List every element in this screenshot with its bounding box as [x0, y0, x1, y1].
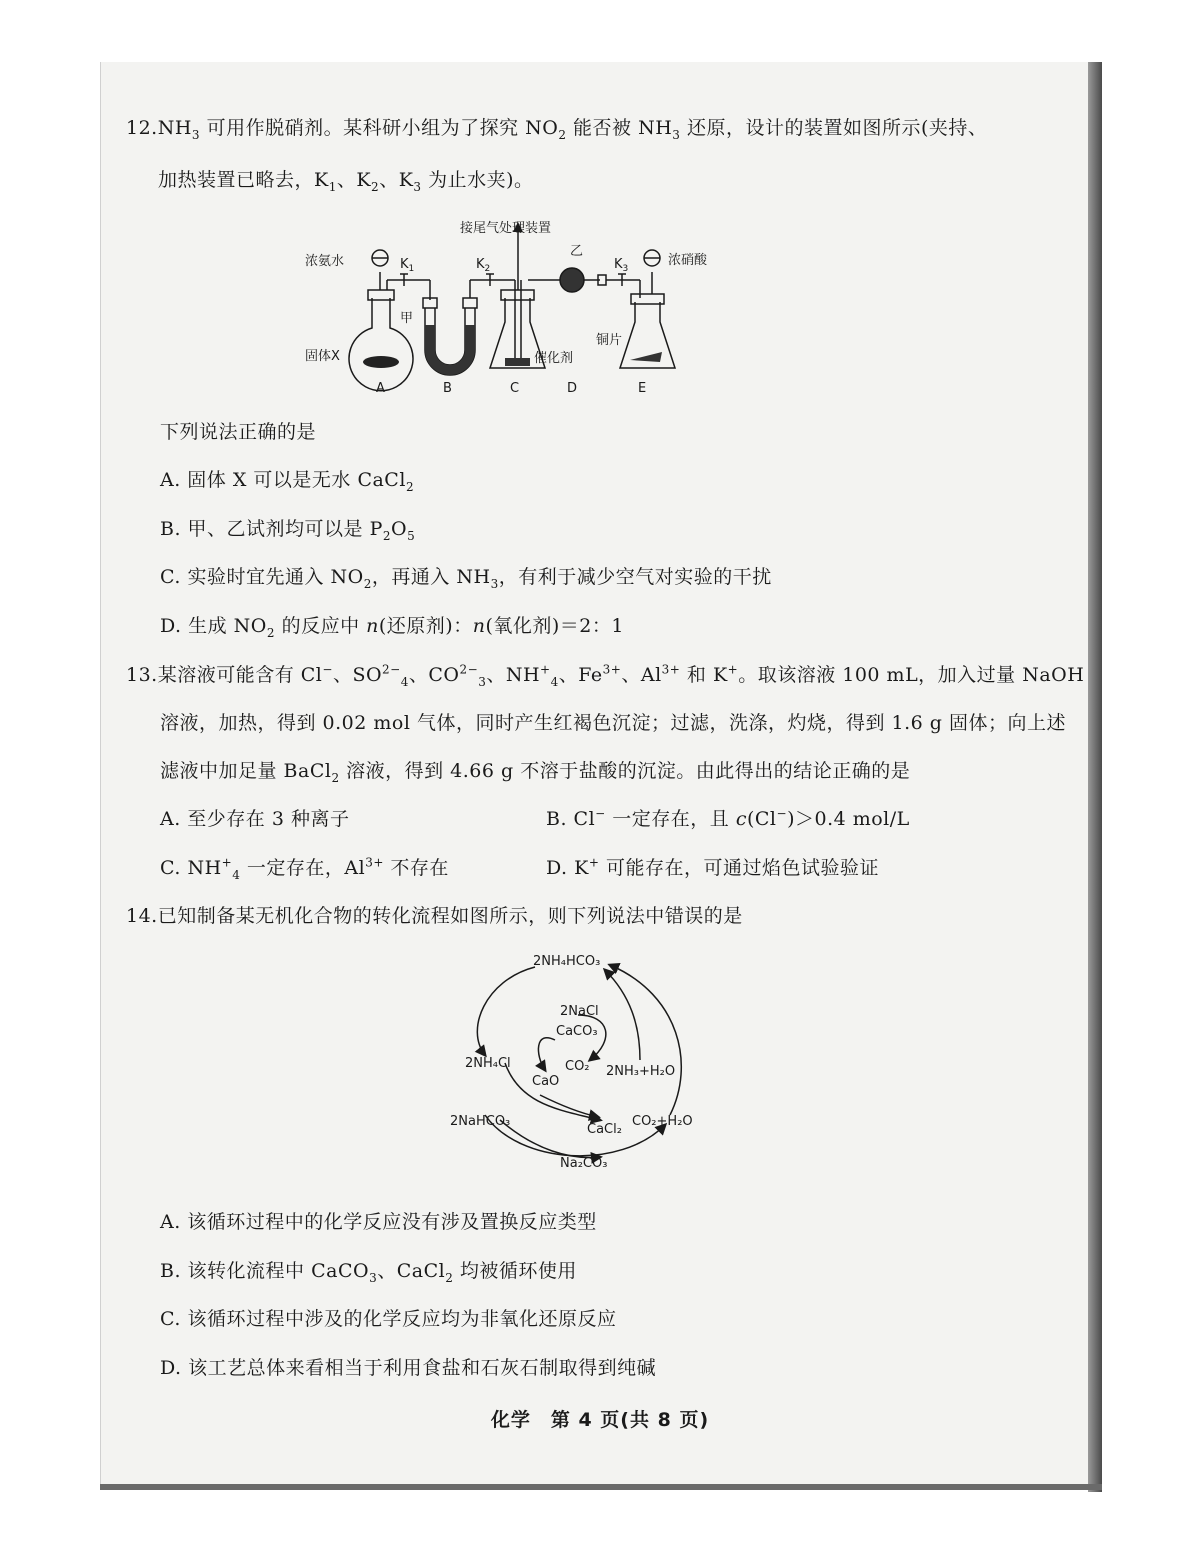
option-text: 的反应中 [275, 615, 367, 637]
q13-sup: + [727, 662, 739, 677]
paper-bottom-edge [100, 1484, 1102, 1490]
q12-text: 可用作脱硝剂。某科研小组为了探究 NO [200, 117, 559, 139]
option-sub: 2 [405, 479, 415, 494]
option-sub: 2 [382, 528, 392, 543]
option-text: A. 固体 X 可以是无水 CaCl [160, 469, 406, 491]
option-text: (Cl [746, 808, 777, 830]
option-text: B. 该转化流程中 CaCO [160, 1260, 370, 1282]
q13-sup: + [540, 662, 551, 677]
q13-line1 [126, 661, 1084, 689]
tail-gas-label: 接尾气处理装置 [460, 221, 552, 236]
label-e: E [638, 381, 647, 396]
catalyst [505, 358, 530, 366]
q13-option-b[interactable] [546, 805, 910, 833]
q12-number: 12. [126, 117, 158, 139]
k3-label: $K_3$ [614, 257, 629, 274]
option-text: 一定存在，Al [240, 857, 366, 879]
label-a: A [376, 381, 385, 396]
option-sub: 2 [363, 576, 372, 591]
option-sub: 5 [407, 528, 416, 543]
co2h2o-label: CO₂+H₂O [632, 1114, 693, 1129]
q13-text: 滤液中加足量 BaCl [160, 760, 332, 782]
q14-option-c[interactable]: C. 该循环过程中涉及的化学反应均为非氧化还原反应 [160, 1308, 617, 1330]
q13-text: 溶液，得到 4.66 g 不溶于盐酸的沉淀。由此得出的结论正确的是 [339, 760, 911, 782]
q13-text: 、CO [408, 664, 460, 686]
option-text: 可能存在，可通过焰色试验验证 [599, 857, 879, 879]
label-c: C [510, 381, 520, 396]
q13-text: 和 K [680, 664, 728, 686]
k2-label: $K_2$ [476, 257, 491, 274]
q14-stem: 已知制备某无机化合物的转化流程如图所示，则下列说法中错误的是 [157, 905, 743, 927]
caco3-label: CaCO₃ [556, 1024, 598, 1039]
yi-label: 乙 [570, 244, 584, 259]
q14-option-d[interactable]: D. 该工艺总体来看相当于利用食盐和石灰石制取得到纯碱 [160, 1357, 657, 1379]
copper-label: 铜片 [596, 333, 623, 348]
q13-text: 、Al [621, 664, 662, 686]
q14-number: 14. [126, 905, 158, 927]
q13-option-d[interactable] [546, 854, 879, 882]
q14-option-a[interactable]: A. 该循环过程中的化学反应没有涉及置换反应类型 [160, 1211, 597, 1233]
q13-option-c[interactable] [160, 854, 449, 882]
q13-sup: 2− [382, 662, 401, 677]
option-text: (氧化剂)＝2：1 [485, 615, 624, 637]
option-sup: + [588, 855, 600, 870]
option-text: O [391, 518, 408, 540]
solid-x-label: 固体X [305, 349, 340, 364]
q12-text: 、K [379, 169, 414, 191]
q13-sub: 3 [478, 674, 487, 689]
option-text: D. 生成 NO [160, 615, 267, 637]
q14-option-b[interactable] [160, 1257, 577, 1285]
q12-line1 [126, 114, 987, 142]
nh3h2o-label: 2NH₃+H₂O [606, 1064, 676, 1079]
conc-ammonia-label: 浓氨水 [305, 254, 345, 269]
option-sup: − [776, 806, 788, 821]
option-text: (还原剂)： [378, 615, 473, 637]
q12-option-d[interactable] [160, 612, 624, 640]
q12-text: 为止水夹)。 [421, 169, 534, 191]
na2co3-label: Na₂CO₃ [560, 1156, 608, 1171]
jia-label: 甲 [400, 311, 414, 326]
q13-text: 某溶液可能含有 Cl [157, 664, 323, 686]
paper-shadow-edge [1088, 62, 1102, 1492]
q12-sub: 3 [191, 127, 201, 142]
q13-line2: 溶液，加热，得到 0.02 mol 气体，同时产生红褐色沉淀；过滤，洗涤，灼烧，得到 1.6 g 固体；向上述 [160, 712, 1066, 734]
q13-sup: 2− [459, 662, 479, 677]
option-sub: 2 [445, 1270, 454, 1285]
q12-option-a[interactable] [160, 466, 414, 494]
q13-text: 、NH [486, 664, 541, 686]
option-italic: n [472, 615, 486, 637]
nh4hco3-label: 2NH₄HCO₃ [533, 954, 601, 969]
option-sub: 3 [490, 576, 499, 591]
nh4cl-label: 2NH₄Cl [465, 1056, 511, 1071]
q12-text: 加热装置已略去，K [158, 169, 329, 191]
solid-x [363, 356, 399, 368]
option-sup: + [221, 855, 233, 870]
q12-stem: 下列说法正确的是 [160, 421, 317, 443]
q13-option-a[interactable]: A. 至少存在 3 种离子 [160, 808, 350, 830]
catalyst-label: 催化剂 [534, 351, 574, 366]
cacl2-label: CaCl₂ [587, 1122, 622, 1137]
q12-apparatus-diagram [300, 210, 720, 400]
k1-label: $K_1$ [400, 257, 415, 274]
q12-option-c[interactable] [160, 563, 772, 591]
option-sub: 4 [232, 867, 241, 882]
q12-text: NH [157, 117, 192, 139]
q12-option-b[interactable] [160, 515, 415, 543]
q12-line2 [158, 166, 533, 194]
desiccant-jia [425, 325, 475, 375]
q12-sub: 3 [672, 127, 681, 142]
q13-sub: 2 [331, 770, 340, 785]
option-text: 不存在 [383, 857, 449, 879]
option-text: C. 实验时宜先通入 NO [160, 566, 364, 588]
option-sup: − [595, 806, 606, 821]
label-b: B [443, 381, 452, 396]
nacl-label: 2NaCl [560, 1004, 599, 1019]
label-d: D [567, 381, 578, 396]
page-footer: 化学 第 4 页(共 8 页) [490, 1409, 710, 1431]
option-text: C. NH [160, 857, 222, 879]
co2-label: CO₂ [565, 1059, 590, 1074]
cao-label: CaO [532, 1074, 560, 1089]
option-italic: c [735, 808, 747, 830]
q13-text: 、Fe [558, 664, 603, 686]
option-text: 、CaCl [377, 1260, 446, 1282]
option-sup: 3+ [365, 855, 384, 870]
option-italic: n [366, 615, 379, 637]
q12-text: 、K [336, 169, 372, 191]
option-text: D. K [546, 857, 589, 879]
flask-a [349, 250, 430, 391]
option-text: B. 甲、乙试剂均可以是 P [160, 518, 383, 540]
q13-sub: 4 [550, 674, 559, 689]
q14-cycle-diagram [440, 945, 720, 1185]
q14-line1 [126, 902, 743, 930]
flask-c [490, 228, 565, 368]
q12-text: 还原，设计的装置如图所示(夹持、 [680, 117, 988, 139]
q13-sup: 3+ [602, 662, 622, 677]
q13-sup: − [322, 662, 333, 677]
option-text: B. Cl [546, 808, 596, 830]
q13-text: 、SO [332, 664, 383, 686]
option-text: 一定存在，且 [605, 808, 736, 830]
q12-sub: 1 [328, 179, 337, 194]
option-sub: 3 [369, 1270, 378, 1285]
option-text: ，再通入 NH [371, 566, 491, 588]
q13-line3 [160, 757, 910, 785]
nahco3-label: 2NaHCO₃ [450, 1114, 511, 1129]
option-sub: 2 [266, 625, 276, 640]
q12-text: 能否被 NH [566, 117, 673, 139]
q13-number: 13. [126, 664, 158, 686]
option-text: 均被循环使用 [453, 1260, 577, 1282]
option-text: )＞0.4 mol/L [787, 808, 910, 830]
option-text: ，有利于减少空气对实验的干扰 [498, 566, 772, 588]
conc-nitric-label: 浓硝酸 [668, 253, 708, 268]
q13-text: 。取该溶液 100 mL，加入过量 NaOH [738, 664, 1085, 686]
q13-sup: 3+ [661, 662, 681, 677]
q13-sub: 4 [400, 674, 409, 689]
q12-sub: 2 [558, 127, 567, 142]
q12-sub: 3 [413, 179, 422, 194]
q12-sub: 2 [371, 179, 380, 194]
copper-strip [630, 352, 662, 362]
